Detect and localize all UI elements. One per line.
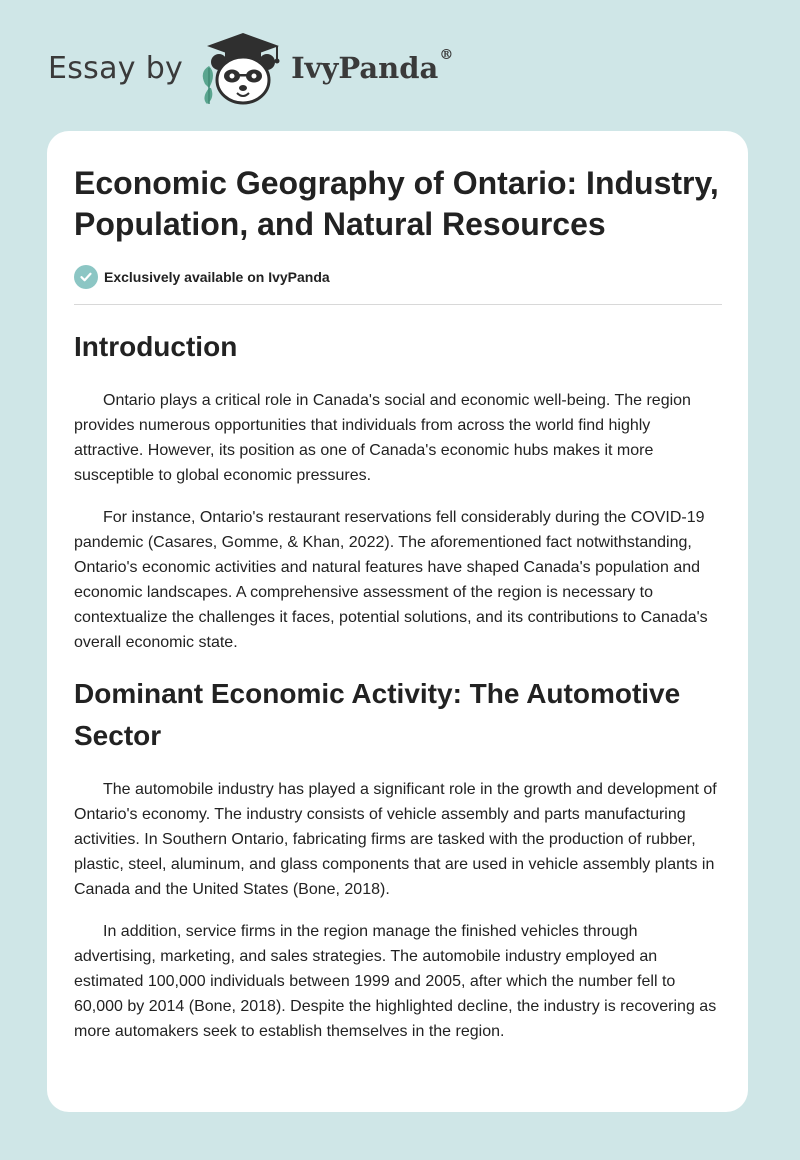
essay-card — [47, 131, 748, 1112]
title-divider — [74, 304, 722, 305]
automotive-paragraph-2: In addition, service firms in the region manage the finished vehicles through advertising, marketing, and sales strategies. The automobile industry employed an estimated 100,000 individuals between 1999 and 2005, after which the number fell to 60,000 by 2014 (Bone, 2018). Despite the highlighted decline, the industry is recovering as more automakers seek to establish themselves in the region. — [74, 923, 717, 1040]
brand-name[interactable]: IvyPanda® — [291, 47, 454, 85]
essay-title: Economic Geography of Ontario: Industry, Population, and Natural Resources — [74, 165, 719, 242]
section-heading-automotive: Dominant Economic Activity: The Automotive Sector — [74, 678, 681, 751]
check-circle-icon — [74, 265, 98, 289]
automotive-paragraph-1: The automobile industry has played a significant role in the growth and development of Ontario's economy. The industry consists of vehicle assembly and parts manufacturing activities. In Southern Ontario, fabricating firms are tasked with the production of rubber, plastic, steel, aluminum, and glass components that are used in vehicle assembly plants in Canada and the United States (Bone, 2018). — [74, 781, 717, 898]
essay-by-label: Essay by — [48, 50, 184, 86]
brand-header — [48, 28, 453, 108]
exclusive-badge — [74, 265, 722, 289]
registered-mark: ® — [439, 47, 454, 63]
exclusive-label: Exclusively available on IvyPanda — [104, 269, 330, 285]
panda-logo-icon[interactable] — [197, 28, 289, 108]
section-heading-introduction: Introduction — [74, 331, 238, 362]
intro-paragraph-2: For instance, Ontario's restaurant reservations fell considerably during the COVID-19 pandemic (Casares, Gomme, & Khan, 2022). The aforementioned fact notwithstanding, Ontario's economic activities and natural features have shaped Canada's population and economic landscapes. A comprehensive assessment of the region is necessary to contextualize the challenges it faces, potential solutions, and its contributions to Canada's overall economic state. — [74, 509, 708, 651]
intro-paragraph-1: Ontario plays a critical role in Canada's social and economic well-being. The region provides numerous opportunities that individuals from across the world find highly attractive. However, its position as one of Canada's economic hubs makes it more susceptible to global economic pressures. — [74, 392, 691, 484]
